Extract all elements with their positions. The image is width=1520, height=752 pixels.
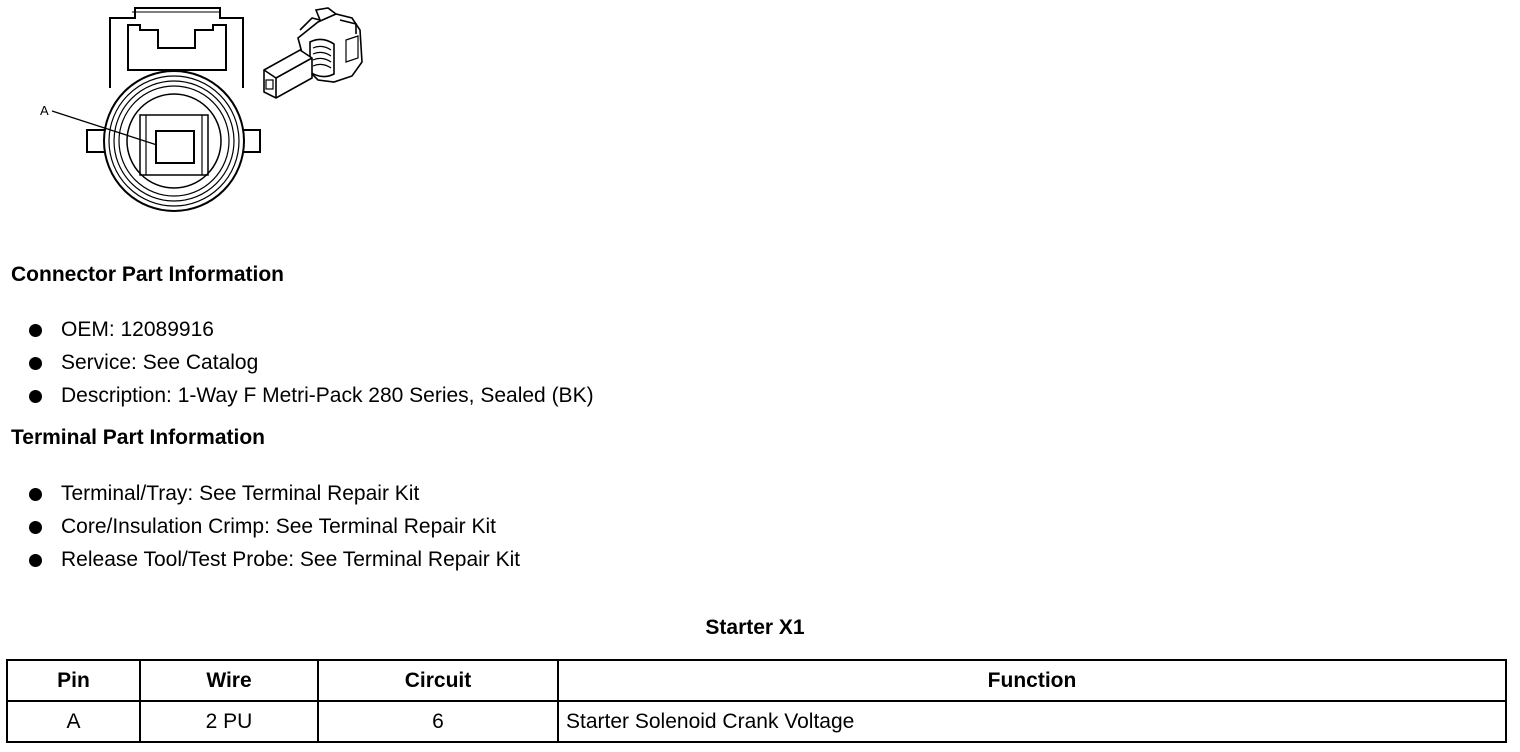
list-item-text: Description: 1-Way F Metri-Pack 280 Series, Sealed (BK) [61, 384, 594, 407]
list-item-text: OEM: 12089916 [61, 318, 214, 341]
bullet-icon [29, 324, 42, 337]
bullet-icon [29, 521, 42, 534]
cell-pin: A [7, 701, 140, 742]
bullet-icon [29, 488, 42, 501]
list-item-text: Service: See Catalog [61, 351, 259, 374]
list-item-text: Terminal/Tray: See Terminal Repair Kit [61, 482, 420, 505]
terminal-part-info-heading: Terminal Part Information [11, 426, 265, 449]
table-row [7, 701, 1506, 742]
bullet-icon [29, 390, 42, 403]
pinout-table [6, 659, 1507, 743]
connector-face-view [87, 8, 260, 211]
cell-function: Starter Solenoid Crank Voltage [558, 701, 1506, 742]
cell-wire: 2 PU [140, 701, 318, 742]
cell-circuit: 6 [318, 701, 558, 742]
column-header-function: Function [558, 660, 1506, 701]
bullet-icon [29, 554, 42, 567]
callout-a-label: A [40, 103, 49, 118]
column-header-wire: Wire [140, 660, 318, 701]
list-item-text: Release Tool/Test Probe: See Terminal Repair Kit [61, 548, 521, 571]
table-header-row [7, 660, 1506, 701]
list-item-text: Core/Insulation Crimp: See Terminal Repair Kit [61, 515, 496, 538]
bullet-icon [29, 357, 42, 370]
pinout-table-title: Starter X1 [705, 616, 805, 639]
column-header-circuit: Circuit [318, 660, 558, 701]
connector-illustration [0, 0, 400, 230]
connector-part-info-heading: Connector Part Information [11, 263, 285, 286]
column-header-pin: Pin [7, 660, 140, 701]
connector-isometric-view [264, 8, 362, 98]
